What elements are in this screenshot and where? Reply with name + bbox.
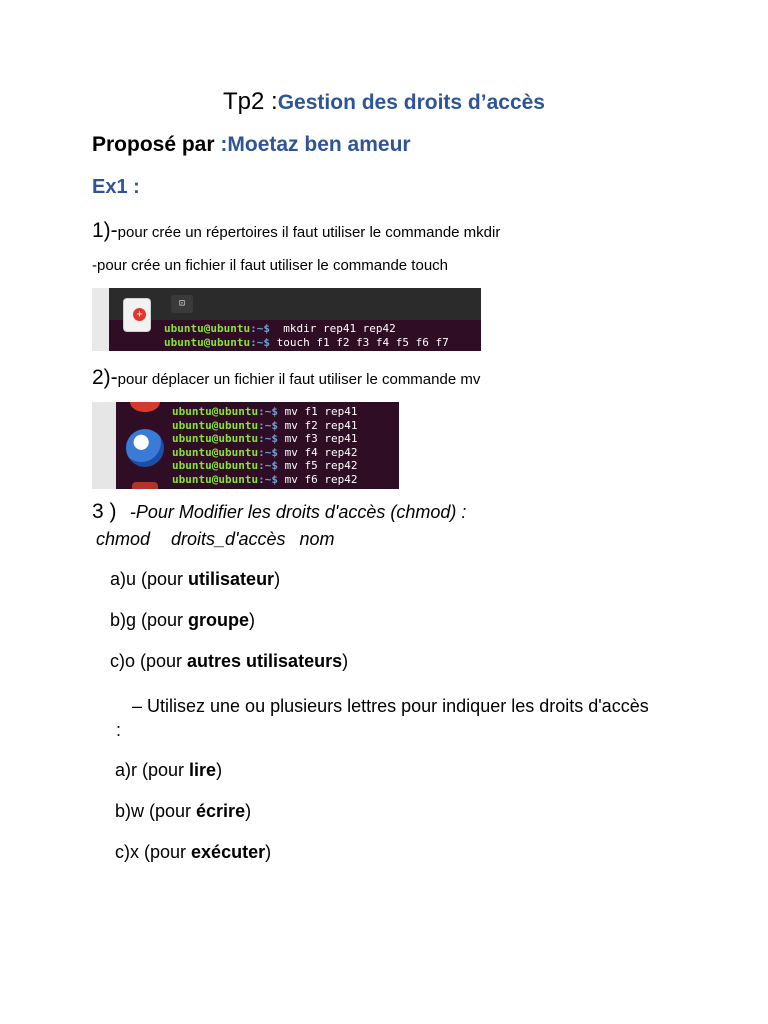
terminal-line: ubuntu@ubuntu:~$ mv f4 rep42 [172,446,358,459]
title-main: Gestion des droits d’accès [277,91,545,114]
app-store-icon [123,298,151,332]
terminal-screenshot-1 [92,288,481,351]
terminal-screenshot-2 [92,402,399,489]
terminal-line: ubuntu@ubuntu:~$ mv f2 rep41 [172,419,358,432]
question-3-text: -Pour Modifier les droits d'accès (chmod) : [129,502,467,522]
usage-line-1: – Utilisez une ou plusieurs lettres pour indiquer les droits d'accès [132,696,649,716]
exercise-heading: Ex1 : [92,176,140,198]
list-item: b)w (pour écrire) [115,801,252,821]
usage-line-2: : [116,720,122,740]
question-3 [92,500,466,524]
dock-strip [92,288,109,351]
question-1 [92,219,500,243]
title-prefix: Tp2 : [223,88,278,115]
chmod-syntax: chmod droits_d'accès nom [96,529,335,549]
terminal-topbar [109,288,481,320]
list-item: c)x (pour exécuter) [115,842,272,862]
terminal-tab-icon: ⊡ [171,295,193,313]
thunderbird-icon [126,429,164,467]
page-title [0,88,768,116]
list-item: b)g (pour groupe) [110,610,256,630]
question-2 [92,366,480,390]
question-3-number: 3 ) [92,500,117,523]
terminal-line: ubuntu@ubuntu:~$ mv f1 rep41 [172,405,358,418]
files-icon [132,482,158,489]
app-badge-icon: + [133,308,146,321]
terminal-line: ubuntu@ubuntu:~$ mv f3 rep41 [172,432,358,445]
author-name: :Moetaz ben ameur [220,133,411,156]
question-1-number: 1)- [92,219,118,242]
question-2-text: pour déplacer un fichier il faut utiliser le commande mv [117,371,481,388]
list-item: a)r (pour lire) [115,760,223,780]
author-line [92,133,411,157]
terminal-line: ubuntu@ubuntu:~$ mv f5 rep42 [172,459,358,472]
question-1-text-2: -pour crée un fichier il faut utiliser le commande touch [92,257,449,274]
list-item: a)u (pour utilisateur) [110,569,281,589]
question-2-number: 2)- [92,366,118,389]
question-1-text: pour crée un répertoires il faut utiliser le commande mkdir [117,224,501,241]
terminal-line: ubuntu@ubuntu:~$ mkdir rep41 rep42 [164,322,396,335]
terminal-line: ubuntu@ubuntu:~$ touch f1 f2 f3 f4 f5 f6 f7 [164,336,449,349]
terminal-line: ubuntu@ubuntu:~$ mv f6 rep42 [172,473,358,486]
author-label: Proposé par [92,133,221,156]
terminal-panel [109,288,481,351]
usage-paragraph [116,694,649,742]
list-item: c)o (pour autres utilisateurs) [110,651,349,671]
